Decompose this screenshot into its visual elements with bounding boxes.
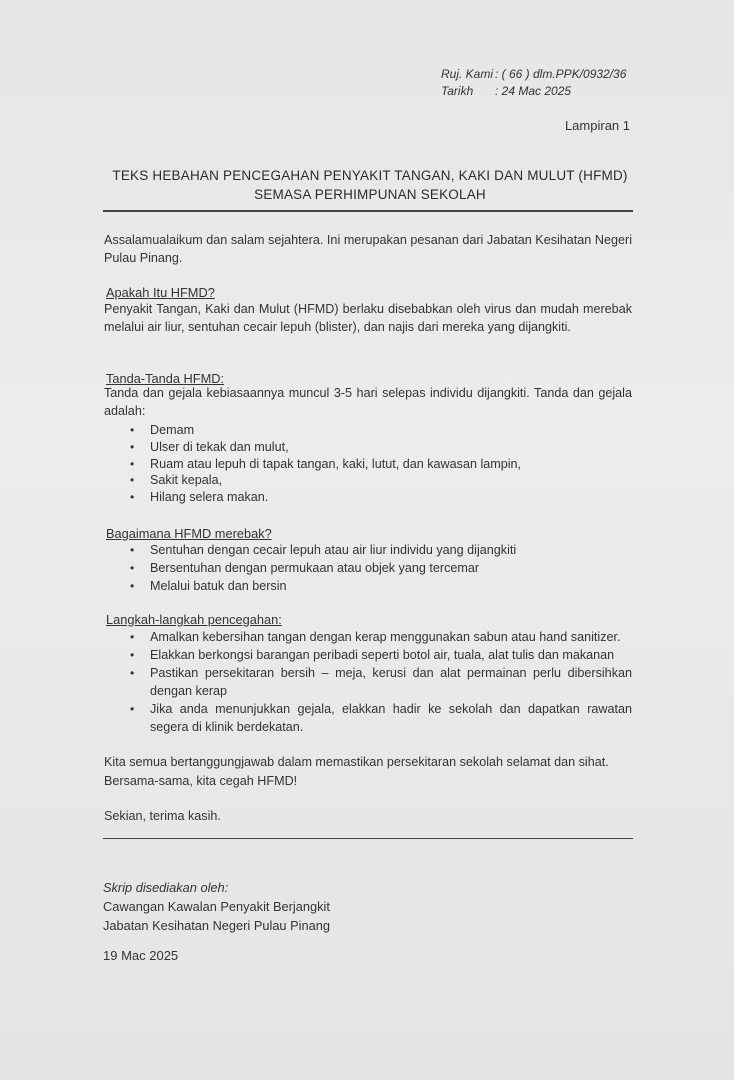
prepared-by-label: Skrip disediakan oleh:	[103, 880, 229, 895]
signs-list	[128, 422, 632, 506]
list-item: • Amalkan kebersihan tangan dengan kerap menggunakan sabun atau hand sanitizer.	[128, 628, 632, 646]
list-item: • Elakkan berkongsi barangan peribadi seperti botol air, tuala, alat tulis dan makanan	[128, 646, 632, 664]
heading-what-is-hfmd: Apakah Itu HFMD?	[106, 285, 215, 300]
list-item: • Bersentuhan dengan permukaan atau objek yang tercemar	[128, 559, 632, 577]
signature-unit: Cawangan Kawalan Penyakit Berjangkit	[103, 899, 330, 914]
intro-paragraph: Assalamualaikum dan salam sejahtera. Ini merupakan pesanan dari Jabatan Kesihatan Negeri Pulau Pinang.	[104, 233, 632, 265]
signature-block	[103, 878, 330, 935]
what-is-hfmd-paragraph: Penyakit Tangan, Kaki dan Mulut (HFMD) berlaku disebabkan oleh virus dan mudah merebak melalui air liur, sentuhan cecair lepuh (blister), dan najis dari mereka yang dijangkiti.	[104, 302, 632, 334]
document-title	[100, 166, 640, 204]
prevention-list	[128, 628, 632, 736]
spread-list	[128, 541, 632, 595]
closing-line-1: Kita semua bertanggungjawab dalam memastikan persekitaran sekolah selamat dan sihat.	[104, 755, 609, 769]
list-item: • Ruam atau lepuh di tapak tangan, kaki, lutut, dan kawasan lampin,	[128, 456, 632, 473]
closing-thanks: Sekian, terima kasih.	[104, 809, 221, 823]
list-item: • Pastikan persekitaran bersih – meja, kerusi dan alat permainan perlu dibersihkan dengan kerap	[128, 664, 632, 700]
reference-block	[441, 66, 626, 100]
list-item: • Sentuhan dengan cecair lepuh atau air liur individu yang dijangkiti	[128, 541, 632, 559]
title-line-2: SEMASA PERHIMPUNAN SEKOLAH	[254, 187, 486, 202]
closing-divider	[103, 838, 633, 839]
signs-paragraph: Tanda dan gejala kebiasaannya muncul 3-5 hari selepas individu dijangkiti. Tanda dan gejala adalah:	[104, 386, 632, 418]
date-label: Tarikh	[441, 84, 474, 98]
heading-prevention: Langkah-langkah pencegahan:	[106, 612, 282, 627]
list-item: • Sakit kepala,	[128, 472, 632, 489]
list-item: • Demam	[128, 422, 632, 439]
list-item: • Melalui batuk dan bersin	[128, 577, 632, 595]
signature-department: Jabatan Kesihatan Negeri Pulau Pinang	[103, 918, 330, 933]
title-line-1: TEKS HEBAHAN PENCEGAHAN PENYAKIT TANGAN, KAKI DAN MULUT (HFMD)	[112, 168, 628, 183]
attachment-label: Lampiran 1	[564, 118, 630, 133]
closing-line-2: Bersama-sama, kita cegah HFMD!	[104, 774, 298, 788]
title-divider	[103, 210, 633, 212]
list-item: • Hilang selera makan.	[128, 489, 632, 506]
heading-signs: Tanda-Tanda HFMD:	[106, 371, 225, 386]
date-value: : 24 Mac 2025	[495, 84, 572, 98]
list-item: • Ulser di tekak dan mulut,	[128, 439, 632, 456]
ref-value: : ( 66 ) dlm.PPK/0932/36	[495, 67, 627, 81]
heading-spread: Bagaimana HFMD merebak?	[106, 526, 272, 541]
list-item: • Jika anda menunjukkan gejala, elakkan hadir ke sekolah dan dapatkan rawatan segera di klinik berdekatan.	[128, 700, 632, 736]
document-date: 19 Mac 2025	[103, 948, 179, 963]
ref-label: Ruj. Kami	[441, 67, 494, 81]
